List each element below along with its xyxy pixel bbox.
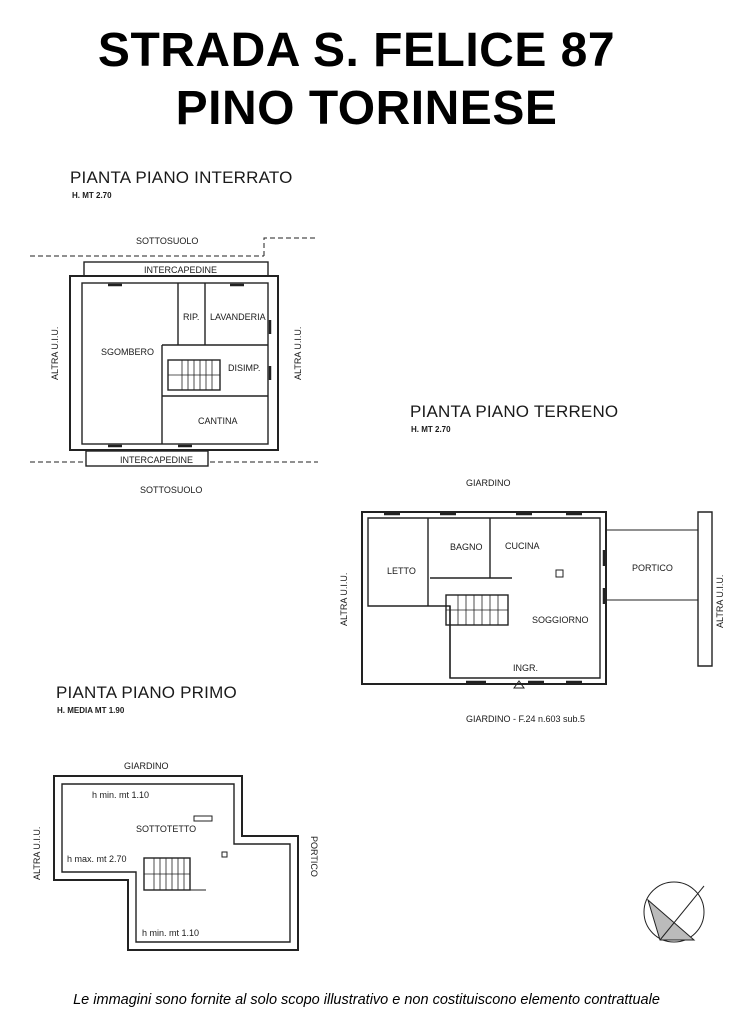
- room-sottotetto: SOTTOTETTO: [136, 824, 197, 834]
- primo-portico: PORTICO: [309, 836, 319, 877]
- primo-hmin-top: h min. mt 1.10: [92, 790, 150, 800]
- room-rip: RIP.: [183, 312, 200, 322]
- room-disimp: DISIMP.: [228, 363, 261, 373]
- interrato-altra-right: ALTRA U.I.U.: [293, 326, 303, 380]
- primo-hmax: h max. mt 2.70: [67, 854, 127, 864]
- terreno-giardino-top: GIARDINO: [466, 478, 511, 488]
- interrato-title: PIANTA PIANO INTERRATO: [70, 168, 293, 187]
- room-sgombero: SGOMBERO: [101, 347, 155, 357]
- terreno-portico: PORTICO: [632, 563, 673, 573]
- interrato-height: H. MT 2.70: [72, 191, 112, 200]
- primo-altra-left: ALTRA U.I.U.: [32, 826, 42, 880]
- address-title: STRADA S. FELICE 87: [97, 24, 616, 77]
- primo-title: PIANTA PIANO PRIMO: [56, 683, 237, 702]
- room-letto: LETTO: [387, 566, 416, 576]
- disclaimer-text: Le immagini sono fornite al solo scopo illustrativo e non costituiscono elemento contrattuale: [73, 992, 660, 1008]
- terreno-title: PIANTA PIANO TERRENO: [410, 402, 619, 421]
- room-lavanderia: LAVANDERIA: [210, 312, 266, 322]
- terreno-height: H. MT 2.70: [411, 425, 451, 434]
- interrato-altra-left: ALTRA U.I.U.: [50, 326, 60, 380]
- interrato-intercapedine-bottom: INTERCAPEDINE: [120, 455, 194, 465]
- interrato-sottosuolo-top: SOTTOSUOLO: [136, 236, 199, 246]
- room-soggiorno: SOGGIORNO: [532, 615, 589, 625]
- terreno-altra-right: ALTRA U.I.U.: [715, 574, 725, 628]
- interrato-sottosuolo-bottom: SOTTOSUOLO: [140, 485, 203, 495]
- terreno-giardino-bottom: GIARDINO - F.24 n.603 sub.5: [466, 714, 586, 724]
- room-cantina: CANTINA: [198, 416, 238, 426]
- primo-giardino: GIARDINO: [124, 761, 169, 771]
- room-ingr: INGR.: [513, 663, 539, 673]
- terreno-altra-left: ALTRA U.I.U.: [339, 572, 349, 626]
- primo-height: H. MEDIA MT 1.90: [57, 706, 125, 715]
- room-cucina: CUCINA: [505, 541, 540, 551]
- terreno-plan: [362, 512, 712, 688]
- room-bagno: BAGNO: [450, 542, 483, 552]
- city-title: PINO TORINESE: [175, 82, 558, 135]
- north-arrow: [644, 882, 704, 942]
- interrato-intercapedine-top: INTERCAPEDINE: [144, 265, 218, 275]
- primo-hmin-bottom: h min. mt 1.10: [142, 928, 200, 938]
